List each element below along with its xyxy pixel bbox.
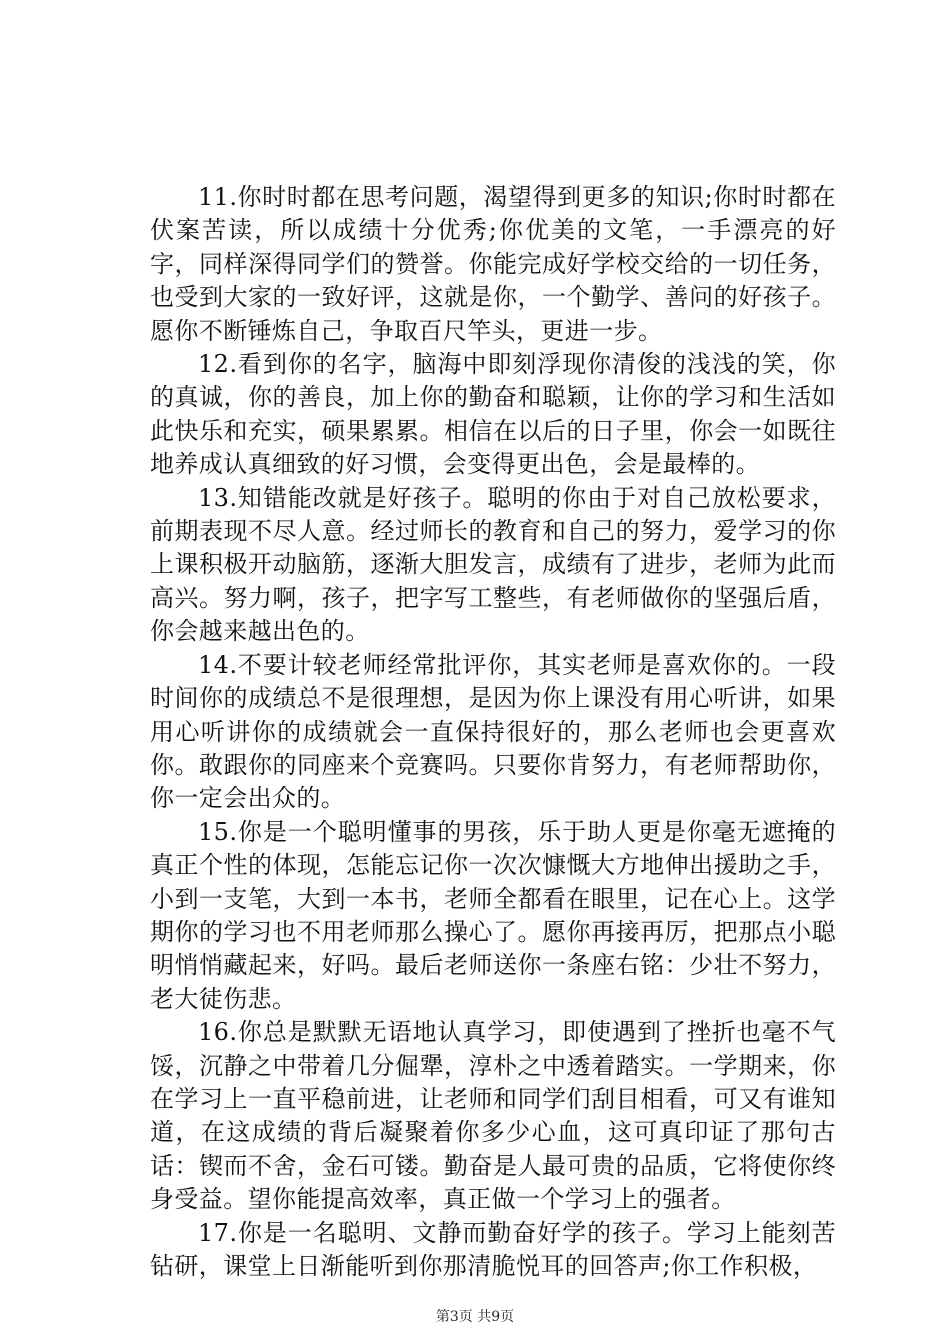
- paragraph-15: 15.你是一个聪明懂事的男孩，乐于助人更是你毫无遮掩的真正个性的体现，怎能忘记你一次次慷慨大方地伸出援助之手，小到一支笔，大到一本书，老师全都看在眼里，记在心上。这学期你的学习也不用老师那么操心了。愿你再接再厉，把那点小聪明悄悄藏起来，好吗。最后老师送你一条座右铭：少壮不努力，老大徒伤悲。: [150, 817, 836, 1013]
- paragraph-11: 11.你时时都在思考问题，渴望得到更多的知识;你时时都在伏案苦读，所以成绩十分优秀;你优美的文笔，一手漂亮的好字，同样深得同学们的赞誉。你能完成好学校交给的一切任务，也受到大家的一致好评，这就是你，一个勤学、善问的好孩子。愿你不断锤炼自己，争取百尺竿头，更进一步。: [150, 183, 836, 345]
- paragraph-14: 14.不要计较老师经常批评你，其实老师是喜欢你的。一段时间你的成绩总不是很理想，是因为你上课没有用心听讲，如果用心听讲你的成绩就会一直保持很好的，那么老师也会更喜欢你。敢跟你的同座来个竞赛吗。只要你肯努力，有老师帮助你，你一定会出众的。: [150, 650, 836, 813]
- paragraph-17: 17.你是一名聪明、文静而勤奋好学的孩子。学习上能刻苦钻研，课堂上日渐能听到你那清脆悦耳的回答声;你工作积极，: [150, 1218, 836, 1280]
- paragraph-16: 16.你总是默默无语地认真学习，即使遇到了挫折也毫不气馁，沉静之中带着几分倔犟，淳朴之中透着踏实。一学期来，你在学习上一直平稳前进，让老师和同学们刮目相看，可又有谁知道，在这成绩的背后凝聚着你多少心血，这可真印证了那句古话：锲而不舍，金石可镂。勤奋是人最可贵的品质，它将使你终身受益。望你能提高效率，真正做一个学习上的强者。: [150, 1018, 836, 1214]
- paragraph-13: 13.知错能改就是好孩子。聪明的你由于对自己放松要求，前期表现不尽人意。经过师长的教育和自己的努力，爱学习的你上课积极开动脑筋，逐渐大胆发言，成绩有了进步，老师为此而高兴。努力啊，孩子，把字写工整些，有老师做你的坚强后盾，你会越来越出色的。: [150, 483, 836, 646]
- page-footer: 第3页 共9页: [435, 1309, 515, 1325]
- document-body: [150, 181, 836, 1283]
- paragraph-12: 12.看到你的名字，脑海中即刻浮现你清俊的浅浅的笑，你的真诚，你的善良，加上你的勤奋和聪颖，让你的学习和生活如此快乐和充实，硕果累累。相信在以后的日子里，你会一如既往地养成认真细致的好习惯，会变得更出色，会是最棒的。: [150, 350, 836, 479]
